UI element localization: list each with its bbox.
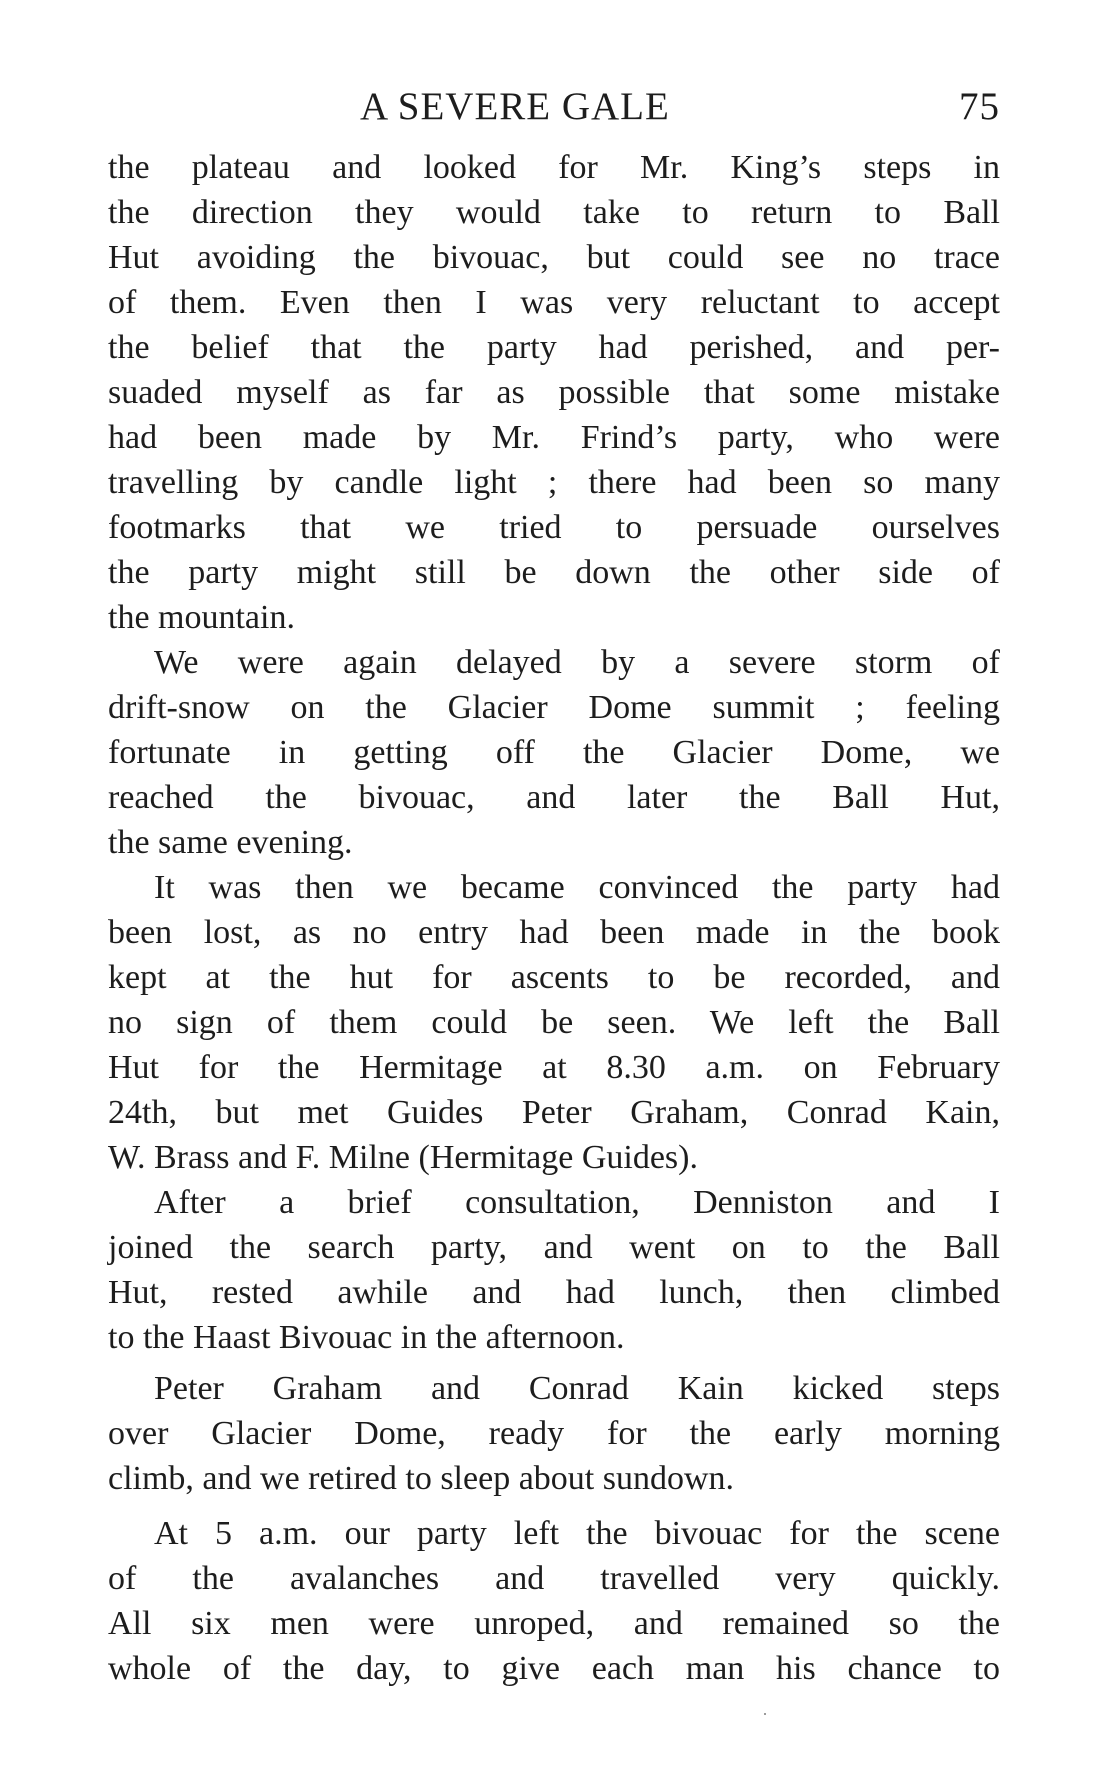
text-line: W. Brass and F. Milne (Hermitage Guides). [108, 1139, 698, 1176]
paragraph-6 [108, 1511, 1000, 1691]
text-line: of them. Even then I was very reluctant to accept [108, 284, 1000, 321]
text-line: footmarks that we tried to persuade ourselves [108, 509, 1000, 546]
text-line: 24th, but met Guides Peter Graham, Conrad Kain, [108, 1094, 1000, 1131]
text-line: It was then we became convinced the party had [154, 869, 1000, 906]
text-line: After a brief consultation, Denniston and I [154, 1184, 1000, 1221]
body-text [108, 145, 1000, 1691]
paragraph-4 [108, 1180, 1000, 1360]
text-line: reached the bivouac, and later the Ball Hut, [108, 779, 1000, 816]
paragraph-3 [108, 865, 1000, 1180]
text-line: Hut avoiding the bivouac, but could see no trace [108, 239, 1000, 276]
text-line: had been made by Mr. Frind’s party, who were [108, 419, 1000, 456]
text-line: All six men were unroped, and remained so the [108, 1605, 1000, 1642]
text-line: over Glacier Dome, ready for the early morning [108, 1415, 1000, 1452]
text-line: been lost, as no entry had been made in the book [108, 914, 1000, 951]
text-line: the mountain. [108, 599, 295, 636]
page-number: 75 [959, 85, 1000, 128]
running-head [360, 84, 1000, 140]
text-line: the plateau and looked for Mr. King’s steps in [108, 149, 1000, 186]
text-line: At 5 a.m. our party left the bivouac for the scene [154, 1515, 1000, 1552]
text-line: drift-snow on the Glacier Dome summit ; feeling [108, 689, 1000, 726]
text-line: suaded myself as far as possible that some mistake [108, 374, 1000, 411]
text-line: to the Haast Bivouac in the afternoon. [108, 1319, 625, 1356]
text-line: climb, and we retired to sleep about sundown. [108, 1460, 735, 1497]
text-line: fortunate in getting off the Glacier Dome, we [108, 734, 1000, 771]
text-line: whole of the day, to give each man his chance to [108, 1650, 1000, 1687]
text-line: Peter Graham and Conrad Kain kicked steps [154, 1370, 1000, 1407]
text-line: joined the search party, and went on to the Ball [108, 1229, 1000, 1266]
text-line: of the avalanches and travelled very quickly. [108, 1560, 1000, 1597]
text-line: Hut, rested awhile and had lunch, then climbed [108, 1274, 1000, 1311]
text-line: kept at the hut for ascents to be recorded, and [108, 959, 1000, 996]
print-speck [764, 1713, 766, 1715]
text-line: the belief that the party had perished, and per- [108, 329, 1000, 366]
text-line: the direction they would take to return to Ball [108, 194, 1000, 231]
paragraph-2 [108, 640, 1000, 865]
text-line: the same evening. [108, 824, 353, 861]
text-line: travelling by candle light ; there had been so many [108, 464, 1000, 501]
text-line: the party might still be down the other side of [108, 554, 1000, 591]
running-title: A SEVERE GALE [360, 85, 670, 128]
paragraph-1 [108, 145, 1000, 640]
text-line: no sign of them could be seen. We left the Ball [108, 1004, 1000, 1041]
text-line: We were again delayed by a severe storm of [154, 644, 1000, 681]
text-line: Hut for the Hermitage at 8.30 a.m. on February [108, 1049, 1000, 1086]
paragraph-5 [108, 1366, 1000, 1501]
